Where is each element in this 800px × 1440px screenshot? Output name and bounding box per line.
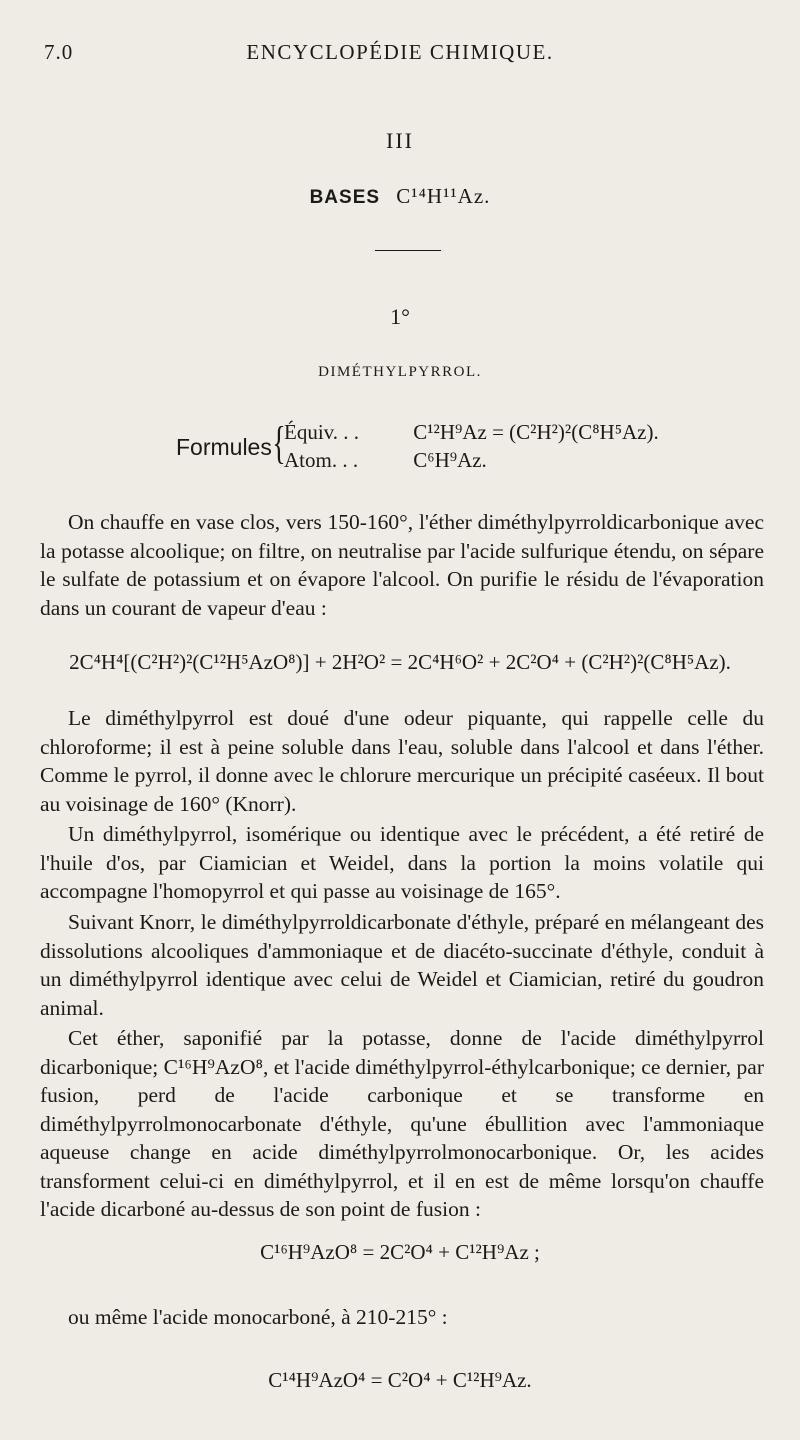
paragraph-isomer: Un diméthylpyrrol, isomérique ou identique avec le précédent, a été retiré de l'huile d'os, par Ciamician et Weidel, dans la portion la moins volatile qui accompagne l'homopyrrol et qui passe au voisinage de 165°.	[40, 822, 764, 903]
formula-row-atom	[284, 448, 487, 473]
formulas-brace: {	[272, 417, 286, 468]
formula-atom-value: C⁶H⁹Az.	[413, 448, 487, 472]
formula-row-equiv	[284, 420, 659, 445]
paragraph-preparation: On chauffe en vase clos, vers 150-160°, l'éther diméthylpyrroldicarbonique avec la potasse alcoolique; on filtre, on neutralise par l'acide sulfurique étendu, on sépare le sulfate de potassium et on évapore l'alcool. On purifie le résidu de l'évaporation dans un courant de vapeur d'eau :	[40, 510, 764, 620]
paragraph-knorr: Suivant Knorr, le diméthylpyrroldicarbonate d'éthyle, préparé en mélangeant des dissolutions alcooliques d'ammoniaque et de diacéto-succinate d'éthyle, conduit à un diméthylpyrrol identique avec celui de Weidel et Ciamician, retiré du goudron animal.	[40, 910, 764, 1020]
paragraph-properties: Le diméthylpyrrol est doué d'une odeur piquante, qui rappelle celle du chloroforme; il est à peine soluble dans l'eau, soluble dans l'alcool et dans l'éther. Comme le pyrrol, il donne avec le chlorure mercurique un précipité caséeux. Il bout au voisinage de 160° (Knorr).	[40, 706, 764, 816]
paragraph-monocarbonic: ou même l'acide monocarboné, à 210-215° :	[68, 1305, 448, 1329]
page-number: 7.0	[44, 40, 74, 64]
paragraph-saponification: Cet éther, saponifié par la potasse, donne de l'acide diméthylpyrrol dicarbonique; C¹⁶H⁹AzO⁸, et l'acide diméthylpyrrol-éthylcarbonique; ce dernier, par fusion, perd de l'acide carbonique et se transforme en diméthylpyrrolmonocarbonate d'éthyle, qu'une ébullition avec l'ammoniaque aqueuse change en acide diméthylpyrrolmonocarbonique. Or, les acides transforment celui-ci en diméthylpyrrol, et il en est de même lorsqu'on chauffe l'acide dicarboné au-dessus de son point de fusion :	[40, 1026, 764, 1221]
equation-monocarbonic: C¹⁴H⁹AzO⁴ = C²O⁴ + C¹²H⁹Az.	[268, 1368, 532, 1392]
page-header	[0, 40, 800, 70]
formulas-block	[176, 416, 676, 476]
formula-equiv-label: Équiv. . .	[284, 420, 360, 444]
equation-preparation: 2C⁴H⁴[(C²H²)²(C¹²H⁵AzO⁸)] + 2H²O² = 2C⁴H⁶O² + 2C²O⁴ + (C²H²)²(C⁸H⁵Az).	[69, 650, 731, 674]
compound-name: DIMÉTHYLPYRROL.	[318, 364, 482, 380]
section-roman-numeral: III	[386, 128, 414, 153]
formulas-label: Formules	[176, 434, 272, 460]
section-divider	[375, 250, 441, 251]
section-title-formula: C¹⁴H¹¹Az.	[396, 184, 491, 208]
formula-equiv-value: C¹²H⁹Az = (C²H²)²(C⁸H⁵Az).	[413, 420, 659, 444]
subsection-number: 1°	[390, 304, 410, 329]
equation-dicarbonic: C¹⁶H⁹AzO⁸ = 2C²O⁴ + C¹²H⁹Az ;	[260, 1240, 540, 1264]
section-title	[0, 184, 800, 209]
running-head: ENCYCLOPÉDIE CHIMIQUE.	[246, 40, 554, 64]
formula-atom-label: Atom. . .	[284, 448, 359, 472]
section-title-bases: BASES	[309, 187, 381, 208]
